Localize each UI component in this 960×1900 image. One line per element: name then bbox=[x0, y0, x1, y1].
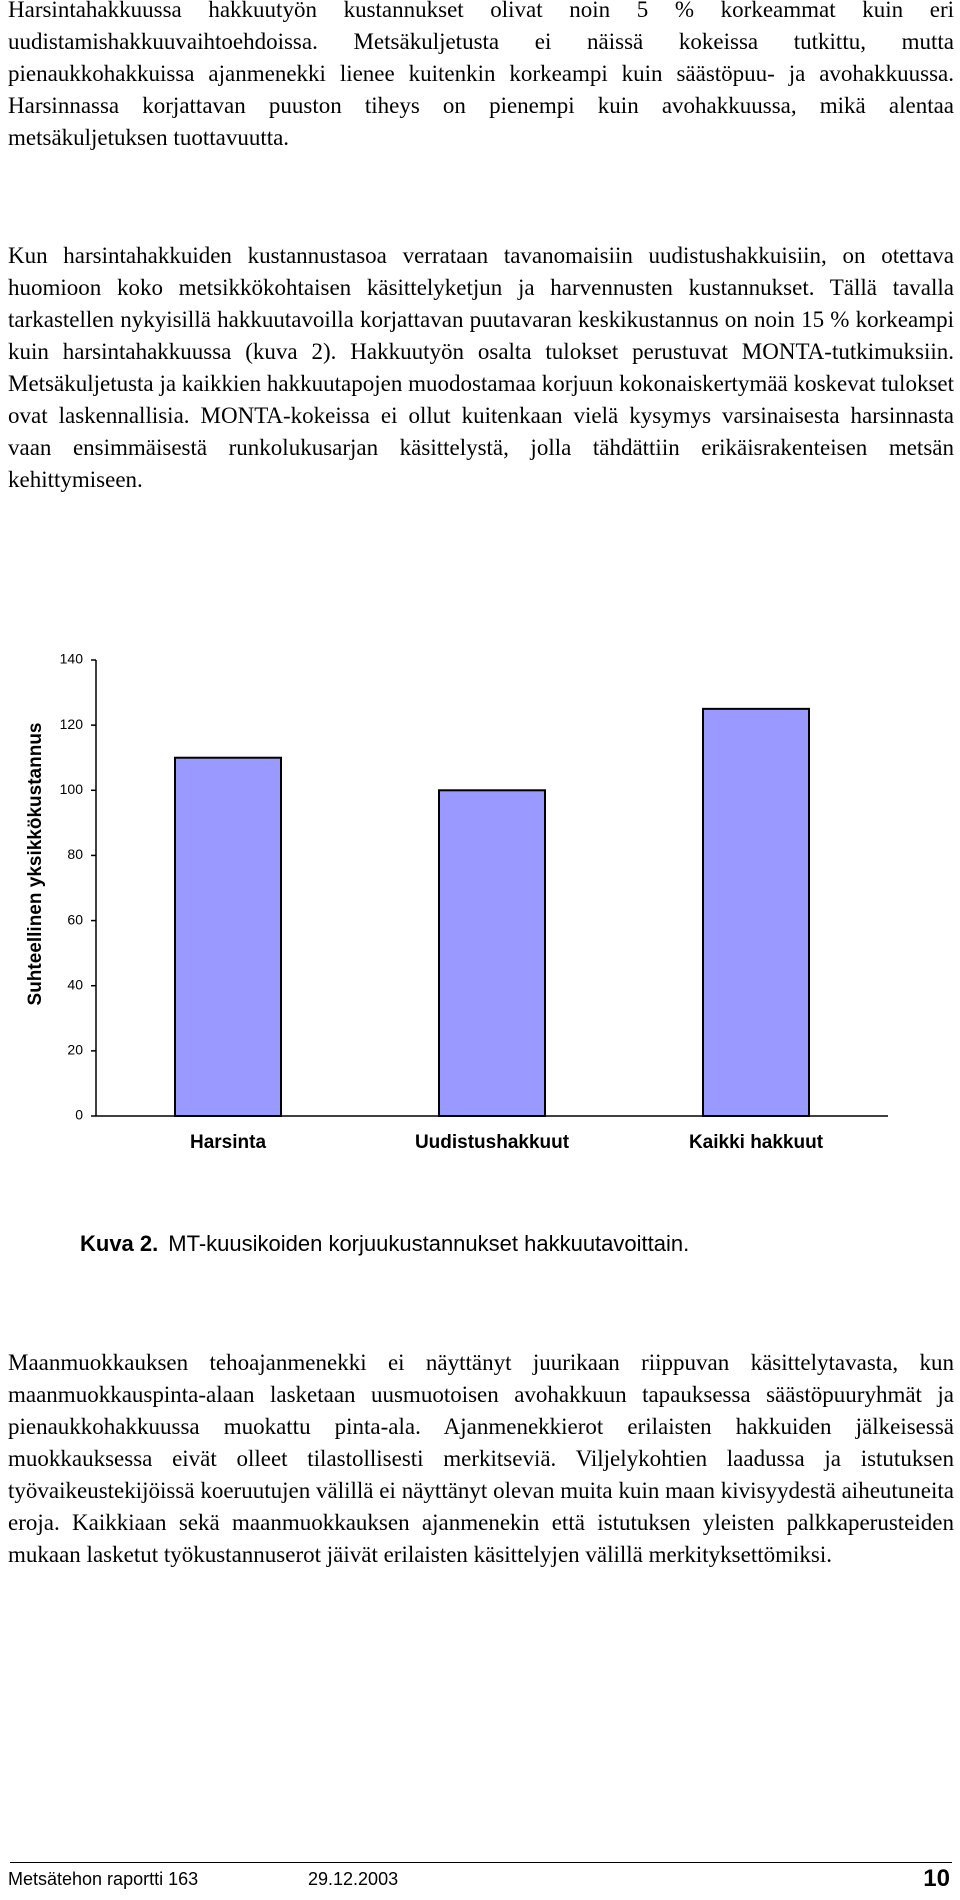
y-tick-label: 120 bbox=[59, 715, 83, 732]
bar-chart bbox=[0, 640, 960, 1200]
y-axis-label: Suhteellinen yksikkökustannus bbox=[25, 722, 47, 1006]
y-tick-label: 20 bbox=[67, 1041, 83, 1058]
paragraph-1: Harsintahakkuussa hakkuutyön kustannukset olivat noin 5 % korkeammat kuin eri uudistamishakkuuvaihtoehdoissa. Metsäkuljetusta ei näissä kokeissa tutkittu, mutta pienaukkohakkuissa ajanmenekki lienee kuitenkin korkeampi kuin säästöpuu- ja avohakkuussa. Harsinnassa korjattavan puuston tiheys on pienempi kuin avohakkuussa, mikä alentaa metsäkuljetuksen tuottavuutta. bbox=[8, 0, 954, 150]
category-label: Harsinta bbox=[189, 1132, 267, 1153]
report-date: 29.12.2003 bbox=[308, 1869, 399, 1889]
y-tick-labels bbox=[60, 651, 96, 1123]
y-tick-label: 0 bbox=[75, 1106, 83, 1123]
bar bbox=[439, 790, 545, 1116]
paragraph-2: Kun harsintahakkuiden kustannustasoa verrataan tavanomaisiin uudistushakkuisiin, on otettava huomioon koko metsikkökohtaisen käsittelyketjun ja harvennusten kustannukset. Tällä tavalla tarkastellen nykyisillä hakkuutavoilla korjattavan puutavaran keskikustannus on noin 15 % korkeampi kuin harsintahakkuussa (kuva 2). Hakkuutyön osalta tulokset perustuvat MONTA-tutkimuksiin. Metsäkuljetusta ja kaikkien hakkuutapojen muodostamaa korjuun kokonaiskertymää koskevat tulokset ovat laskennallisia. MONTA-kokeissa ei ollut kuitenkaan vielä kysymys varsinaisesta harsinnasta vaan ensimmäisestä runkolukusarjan käsittelystä, jolla tähdättiin erikäisrakenteisen metsän kehittymiseen. bbox=[8, 243, 954, 492]
paragraph-3: Maanmuokkauksen tehoajanmenekki ei näyttänyt juurikaan riippuvan käsittelytavasta, kun maanmuokkauspinta-alaan lasketaan uusmuotoisen avohakkuun tapauksessa säästöpuuryhmät ja pienaukkohakkuussa muokattu pinta-ala. Ajanmenekkierot erilaisten hakkuiden jälkeisessä muokkauksessa eivät olleet tilastollisesti merkitseviä. Viljelykohtien laadussa ja istutuksen työvaikeustekijöissä koeruutujen välillä ei näyttänyt olevan muita kuin maan kivisyydestä aiheutuneita eroja. Kaikkiaan sekä maanmuokkauksen ajanmenekin että istutuksen yleisten palkkaperusteiden mukaan lasketut työkustannuserot jäivät erilaisten käsittelyjen välillä merkityksettömiksi. bbox=[8, 1350, 954, 1567]
category-labels bbox=[190, 1132, 824, 1153]
footer-divider bbox=[10, 1862, 952, 1863]
figure-caption bbox=[80, 1231, 689, 1257]
y-tick-label: 140 bbox=[59, 650, 83, 667]
y-tick-label: 100 bbox=[59, 780, 83, 797]
chart-bars bbox=[175, 709, 809, 1116]
category-label: Uudistushakkuut bbox=[414, 1132, 570, 1153]
y-tick-label: 40 bbox=[67, 976, 83, 993]
bar bbox=[703, 709, 809, 1116]
page-number: 10 bbox=[923, 1865, 950, 1892]
y-tick-label: 60 bbox=[67, 911, 83, 928]
bar bbox=[175, 758, 281, 1116]
report-name: Metsätehon raportti 163 bbox=[8, 1869, 199, 1889]
category-label: Kaikki hakkuut bbox=[688, 1132, 824, 1153]
y-tick-label: 80 bbox=[67, 846, 83, 863]
caption-label: Kuva 2. bbox=[80, 1231, 159, 1256]
caption-text: MT-kuusikoiden korjuukustannukset hakkuutavoittain. bbox=[168, 1231, 690, 1256]
page-footer bbox=[8, 1865, 950, 1895]
